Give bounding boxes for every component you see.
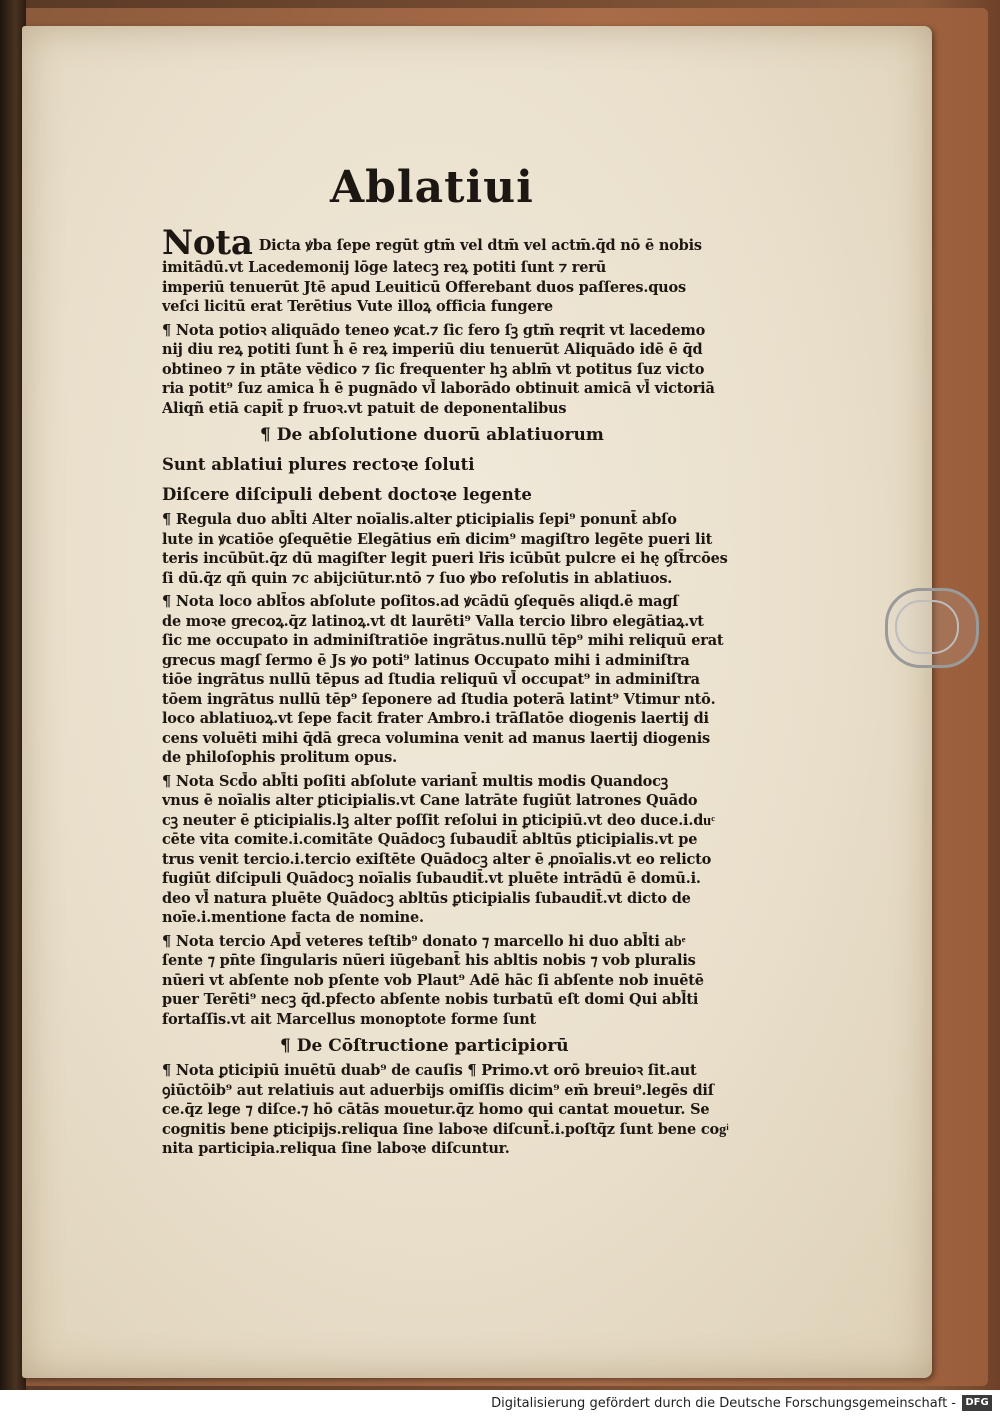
text-line: nita participia.reliqua ſine laboꝛe diſcuntur. [162,1140,510,1157]
paragraph-nota-tercio [162,932,774,1030]
text-line: ria potit⁹ ſuz amica h̄ ē pugnādo vl̄ laborādo obtinuit amicā vl̄ victoriā [162,380,715,397]
paragraph-regula [162,510,774,588]
text-line: nūeri vt abſente nob pſente vob Plaut⁹ Adē hāc ſi abſente nob inuētē [162,971,704,989]
paper-clip-inner [895,600,959,654]
text-line: Aliqñ etiā capit̄ p fruoꝛ.vt patuit de deponentalibus [162,399,567,417]
text-line: ¶ Nota potioꝛ aliquādo teneo ꝟcat.⁊ ſic fero ſꝫ gtm̄ reqrit vt lacedemo [162,321,706,339]
text-line: obtineo ⁊ in ptāte vēdico ⁊ ſic frequenter hꝫ ablm̄ vt potitus ſuz victo [162,360,705,378]
paragraph-participium [162,1061,774,1159]
funding-credit: Digitalisierung gefördert durch die Deutsche Forschungsgemeinschaft - [491,1396,956,1411]
text-line: veſci licitū erat Terētius Vute illoꝝ officia fungere [162,298,553,315]
text-line: cēte vita comite.i.comitāte Quādocꝫ ſubaudit̄ abltūs ꝑticipialis.vt pe [162,831,698,848]
text-line: ¶ Nota Scd̄o abl̄ti poſiti abſolute variant̄ multis modis Quandocꝫ [162,772,668,790]
text-line: tōem ingrātus nullū tēp⁹ ſeponere ad ſtudia poterā latint⁹ Vtimur ntō. [162,690,716,708]
text-line: fortaſſis.vt ait Marcellus monoptote forme ſunt [162,1010,537,1028]
text-line: fugiūt diſcipuli Quādocꝫ noīalis ſubaudit̄.vt pluēte intrādū ē domū.i. [162,870,701,887]
initial-word: Nota [162,228,253,258]
text-line: ¶ Nota ꝑticipiū inuētū duab⁹ de cauſis ¶ Primo.vt orō breuioꝛ ſit.aut [162,1062,697,1079]
text-line: tiōe ingrātus nullū tēpus ad ſtudia reliquū vl̄ occupat⁹ in adminiſtra [162,671,700,688]
intro-paragraph [162,228,774,317]
section-heading: ¶ De Cōſtructione participiorū [280,1036,569,1056]
text-line: deo vl̄ natura pluēte Quādocꝫ abltūs ꝑticipialis ſubaudit̄.vt dicto de [162,889,691,907]
text-line: cꝫ neuter ē ꝑticipialis.lꝫ alter poſſit reſolui in ꝑticipiū.vt deo duce.i.duͨ [162,811,715,829]
paragraph-nota-loco [162,592,774,768]
text-line: ¶ Nota loco ablt̄os abſolute poſitos.ad ꝟcādū ꝯſequēs aliqd.ē magſ [162,593,679,610]
text-line: vnus ē noīalis alter ꝑticipialis.vt Cane latrāte fugiūt latrones Quādo [162,792,698,809]
text-line: de moꝛe grecoꝝ.q̄z latinoꝝ.vt dt laurēti⁹ Valla tercio libro elegātiaꝝ.vt [162,612,704,630]
text-line: ¶ Nota tercio Apd̄ veteres teſtib⁹ donato ⁊ marcello hi duo abl̄ti abͤ [162,932,686,950]
text-line: puer Terēti⁹ necꝫ q̄d.pfecto abſente nobis turbatū eſt domi Qui abl̄ti [162,991,699,1008]
text-line: ¶ Regula duo abl̄ti Alter noīalis.alter ꝑticipialis ſepi⁹ ponunt̄ abſo [162,511,677,528]
text-line: Dicta ꝟba ſepe regūt gtm̄ vel dtm̄ vel actm̄.q̄d nō ē nobis [258,237,702,254]
text-line: imperiū tenuerūt Jtē apud Leuiticū Offerebant duos paſſeres.quos [162,278,686,296]
dfg-logo-icon: DFG [962,1395,992,1411]
text-line: imitādū.vt Lacedemonij lōge latecꝫ reꝝ potiti ſunt ⁊ rerū [162,259,607,276]
text-line: cognitis bene ꝑticipijs.reliqua ſine laboꝛe diſcunt̄.i.poſtq̄z ſunt bene cogͥ [162,1120,729,1138]
digitization-footer [0,1390,1000,1417]
text-line: loco ablatiuoꝝ.vt ſepe facit frater Ambro.i trāſlatōe diogenis laertij di [162,710,709,727]
text-line: ſi dū.q̄z qñ quin ⁊c abijciūtur.ntō ⁊ ſuo ꝟbo reſolutis in ablatiuos. [162,569,673,587]
text-line: ſic me occupato in adminiſtratiōe ingrātus.nullū tēp⁹ mihi reliquū erat [162,632,724,649]
paragraph-potior [162,321,774,419]
text-line: nij diu reꝝ potiti ſunt h̄ ē reꝝ imperiū diu tenuerūt Aliquādo idē ē q̄d [162,341,703,358]
text-line: noīe.i.mentione facta de nomine. [162,909,424,926]
text-line: trus venit tercio.i.tercio exiſtēte Quādocꝫ alter ē ꝓnoīalis.vt eo relicto [162,850,712,868]
printed-text-block [162,160,774,1163]
text-line: de philoſophis prolitum opus. [162,749,397,766]
text-line: grecus magſ ſermo ē Js ꝟo poti⁹ latinus Occupato mihi i adminiſtra [162,651,690,669]
paragraph-nota-secundo [162,772,774,928]
text-line: cens voluēti mihi q̄dā greca volumina venit ad manus laertij diogenis [162,729,710,747]
intro-first-line [162,228,774,258]
verse-line: Diſcere diſcipuli debent doctoꝛe legente [162,485,532,504]
text-line: lute in ꝟcatiōe ꝯſequētie Elegātius em̄ dicim⁹ magiſtro legēte pueri lit [162,530,713,548]
section-heading: ¶ De abſolutione duorū ablatiuorum [260,425,604,445]
text-line: ce.q̄z lege ⁊ diſce.⁊ hō cātās mouetur.q̄z homo qui cantat mouetur. Se [162,1101,710,1118]
text-line: teris incūbūt.q̄z dū magiſter legit pueri lr̄is icūbūt pulcre ei hę ꝯſt̄rcōes [162,550,728,567]
verse-line: Sunt ablatiui plures rectoꝛe ſoluti [162,455,475,474]
text-line: ſente ⁊ pn̄te ſingularis nūeri iūgebant̄ his abltis nobis ⁊ vob pluralis [162,952,696,969]
page-title: Ablatiui [330,162,534,213]
text-line: ꝯiūctōib⁹ aut relatiuis aut aduerbijs omiſſis dicim⁹ em̄ breui⁹.legēs diſ [162,1081,714,1099]
